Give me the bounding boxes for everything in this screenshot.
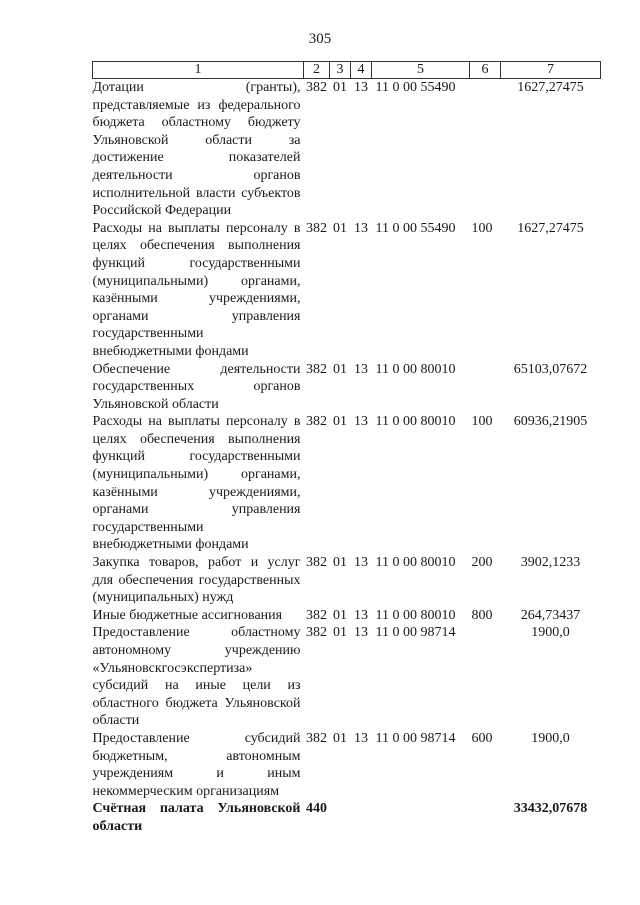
row-sum: 1627,27475 <box>517 80 584 95</box>
header-col-2: 2 <box>304 62 330 79</box>
row-sum: 33432,07678 <box>513 801 588 817</box>
row-vr <box>470 361 501 414</box>
row-sum: 65103,07672 <box>513 361 588 377</box>
row-pr: 13 <box>354 220 368 236</box>
row-name: Закупка товаров, работ и услуг для обеспечения государственных (муниципальных) нужд <box>92 555 301 606</box>
table-row-total <box>93 800 601 835</box>
row-pr: 13 <box>354 361 368 377</box>
row-pr <box>351 800 372 835</box>
row-rz: 01 <box>333 625 347 641</box>
header-col-4: 4 <box>351 62 372 79</box>
row-name: Дотации (гранты), представляемые из федерального бюджета областному бюджету Ульяновской области за достижение показателей деятельности органов исполнительной власти субъектов Российской Федерации <box>92 80 301 219</box>
row-pr: 13 <box>354 625 368 641</box>
row-csr: 11 0 00 55490 <box>375 220 456 236</box>
row-name: Счётная палата Ульяновской области <box>92 801 301 834</box>
row-csr: 11 0 00 98714 <box>375 730 456 746</box>
row-sum: 3902,1233 <box>520 555 581 571</box>
row-name: Предоставление субсидий бюджетным, автономным учреждениям и иным некоммерческим организациям <box>92 730 301 799</box>
header-col-6: 6 <box>470 62 501 79</box>
row-sum: 264,73437 <box>520 607 581 623</box>
row-vr <box>470 800 501 835</box>
row-csr: 11 0 00 80010 <box>375 361 456 377</box>
row-gr: 382 <box>306 80 327 95</box>
header-col-1: 1 <box>93 62 304 79</box>
row-csr: 11 0 00 80010 <box>375 607 456 623</box>
table-row <box>93 79 601 220</box>
row-csr: 11 0 00 55490 <box>375 80 456 95</box>
row-vr: 800 <box>471 607 493 623</box>
row-name: Предоставление областному автономному учреждению «Ульяновскгосэкспертиза» субсидий на иные цели из областного бюджета Ульяновской области <box>92 625 301 729</box>
row-pr: 13 <box>354 730 368 746</box>
row-rz: 01 <box>333 607 347 623</box>
row-csr: 11 0 00 80010 <box>375 555 456 571</box>
budget-table <box>92 61 601 836</box>
row-gr: 382 <box>306 607 327 623</box>
page-number: 305 <box>308 31 332 47</box>
table-header <box>93 62 601 79</box>
row-vr: 200 <box>471 555 493 571</box>
row-pr: 13 <box>354 80 368 95</box>
row-csr: 11 0 00 98714 <box>375 625 456 641</box>
row-vr: 600 <box>471 730 493 746</box>
row-name: Обеспечение деятельности государственных органов Ульяновской области <box>92 361 301 412</box>
row-gr: 382 <box>306 730 327 746</box>
row-sum: 1900,0 <box>531 730 570 746</box>
table-row <box>93 730 601 800</box>
table-row <box>93 361 601 414</box>
row-pr: 13 <box>354 555 368 571</box>
row-sum: 1900,0 <box>531 625 570 641</box>
row-rz: 01 <box>333 220 347 236</box>
row-sum: 60936,21905 <box>513 414 588 430</box>
row-rz <box>330 800 351 835</box>
row-vr <box>470 79 501 220</box>
row-vr <box>470 624 501 730</box>
row-vr: 100 <box>471 220 493 236</box>
table-row <box>93 220 601 361</box>
row-rz: 01 <box>333 361 347 377</box>
row-sum: 1627,27475 <box>517 220 584 236</box>
row-name: Расходы на выплаты персоналу в целях обеспечения выполнения функций государственными (муниципальными) органами, казёнными учреждениями, органами управления государственными внебюджетными фондами <box>92 414 301 553</box>
row-pr: 13 <box>354 414 368 430</box>
row-rz: 01 <box>333 80 347 95</box>
table-row <box>93 624 601 730</box>
row-csr <box>372 800 470 835</box>
table-row <box>93 554 601 607</box>
row-name: Расходы на выплаты персоналу в целях обеспечения выполнения функций государственными (муниципальными) органами, казёнными учреждениями, органами управления государственными внебюджетными фондами <box>92 220 301 359</box>
row-rz: 01 <box>333 414 347 430</box>
table-row <box>93 413 601 554</box>
row-rz: 01 <box>333 555 347 571</box>
row-vr: 100 <box>471 414 493 430</box>
row-gr: 440 <box>306 801 327 817</box>
row-pr: 13 <box>354 607 368 623</box>
row-name: Иные бюджетные ассигнования <box>92 607 283 623</box>
row-gr: 382 <box>306 555 327 571</box>
header-col-7: 7 <box>501 62 601 79</box>
row-gr: 382 <box>306 361 327 377</box>
row-gr: 382 <box>306 625 327 641</box>
header-row <box>93 62 601 79</box>
row-rz: 01 <box>333 730 347 746</box>
row-gr: 382 <box>306 220 327 236</box>
header-col-5: 5 <box>372 62 470 79</box>
row-csr: 11 0 00 80010 <box>375 414 456 430</box>
row-gr: 382 <box>306 414 327 430</box>
table-row <box>93 607 601 625</box>
header-col-3: 3 <box>330 62 351 79</box>
table-body <box>93 79 601 836</box>
